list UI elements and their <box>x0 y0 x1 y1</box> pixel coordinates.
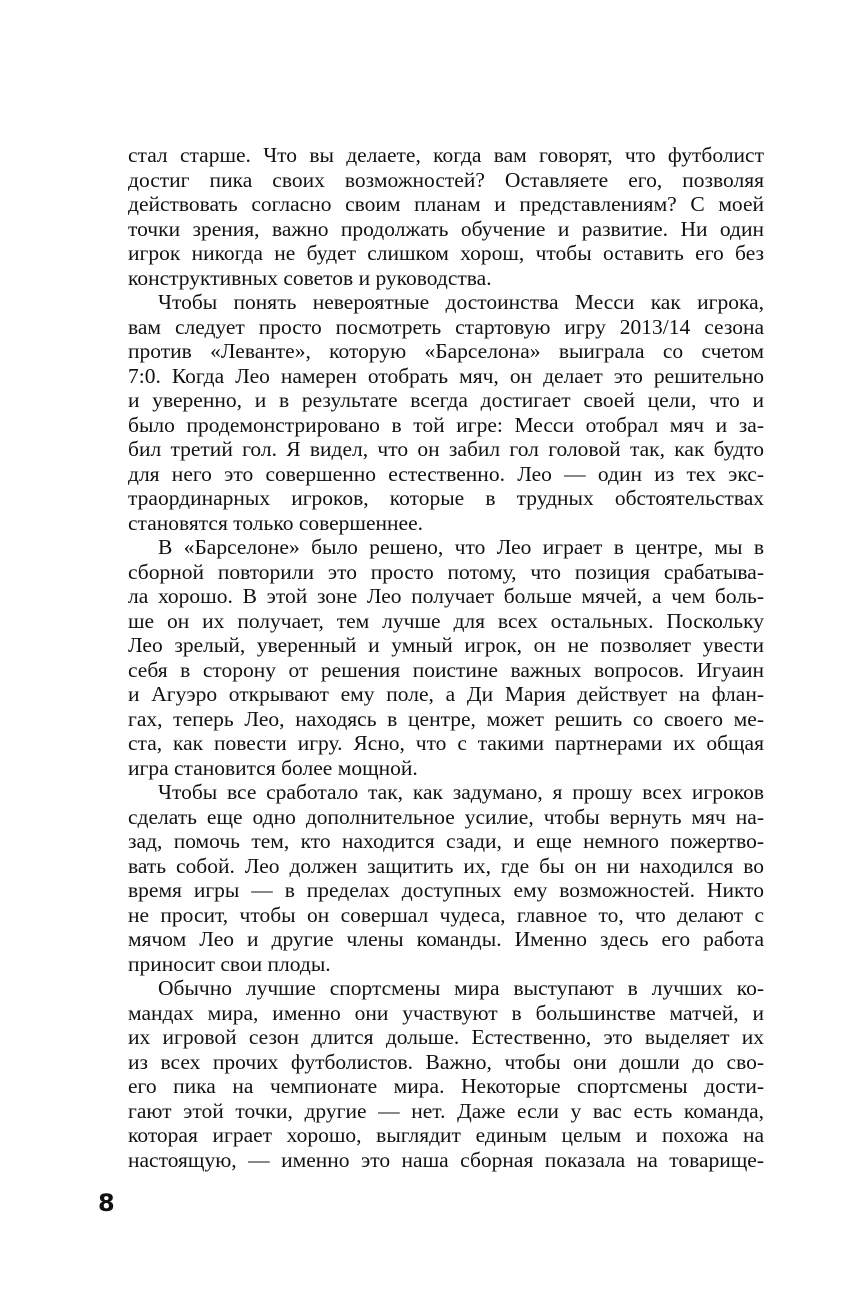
text-line: Лео зрелый, уверенный и умный игрок, он не позволяет увести <box>128 633 764 657</box>
text-line: сделать еще одно дополнительное усилие, чтобы вернуть мяч на- <box>128 804 764 829</box>
text-line: действовать согласно своим планам и представлениям? С моей <box>128 192 764 216</box>
text-line: себя в сторону от решения поистине важных вопросов. Игуаин <box>128 657 764 682</box>
text-line: конструктивных советов и руководства. <box>128 265 492 290</box>
text-line: для него это совершенно естественно. Лео — один из тех экс- <box>128 461 764 486</box>
text-line: гах, теперь Лео, находясь в центре, может решить со своего ме- <box>128 706 764 731</box>
text-line: Обычно лучшие спортсмены мира выступают в лучших ко- <box>158 976 764 1000</box>
text-line: его пика на чемпионате мира. Некоторые спортсмены дости- <box>128 1074 764 1098</box>
text-line: ла хорошо. В этой зоне Лео получает больше мячей, а чем боль- <box>128 584 764 608</box>
text-line: было продемонстрировано в той игре: Месси отобрал мяч и за- <box>128 412 764 437</box>
text-line: настоящую, — именно это наша сборная показала на товарище- <box>128 1147 764 1172</box>
text-line: гают этой точки, другие — нет. Даже если у вас есть команда, <box>128 1098 764 1123</box>
text-line: игра становится более мощной. <box>128 755 418 780</box>
text-line: и уверенно, и в результате всегда достигает своей цели, что и <box>128 388 764 412</box>
page-number: 8 <box>98 1189 115 1217</box>
text-line: вам следует просто посмотреть стартовую игру 2013/14 сезона <box>128 314 764 339</box>
text-line: Чтобы понять невероятные достоинства Месси как игрока, <box>158 290 764 314</box>
text-line: мандах мира, именно они участвуют в большинстве матчей, и <box>128 1000 764 1025</box>
text-line: против «Леванте», которую «Барселона» выиграла со счетом <box>128 339 764 363</box>
text-line: не просит, чтобы он совершал чудеса, главное то, что делают с <box>128 902 764 927</box>
text-line: время игры — в пределах доступных ему возможностей. Никто <box>128 878 764 902</box>
text-line: мячом Лео и другие члены команды. Именно здесь его работа <box>128 927 764 951</box>
text-line: стал старше. Что вы делаете, когда вам говорят, что футболист <box>128 143 764 167</box>
text-line: ста, как повести игру. Ясно, что с такими партнерами их общая <box>128 731 764 755</box>
text-line: приносит свои плоды. <box>128 951 331 976</box>
page-body-text <box>128 143 764 1172</box>
text-line: которая играет хорошо, выглядит единым целым и похожа на <box>128 1123 764 1147</box>
text-line: и Агуэро открывают ему поле, а Ди Мария действует на флан- <box>128 682 764 706</box>
text-line: сборной повторили это просто потому, что позиция срабатыва- <box>128 559 764 584</box>
text-line: зад, помочь тем, кто находится сзади, и еще немного пожертво- <box>128 829 764 853</box>
text-line: траординарных игроков, которые в трудных обстоятельствах <box>128 486 764 510</box>
text-line: вать собой. Лео должен защитить их, где бы он ни находился во <box>128 853 764 878</box>
text-line: 7:0. Когда Лео намерен отобрать мяч, он делает это решительно <box>128 363 764 388</box>
text-line: Чтобы все сработало так, как задумано, я прошу всех игроков <box>158 780 764 804</box>
text-line: бил третий гол. Я видел, что он забил гол головой так, как будто <box>128 437 764 461</box>
text-line: точки зрения, важно продолжать обучение и развитие. Ни один <box>128 216 764 241</box>
text-line: становятся только совершеннее. <box>128 510 423 535</box>
text-line: из всех прочих футболистов. Важно, чтобы они дошли до сво- <box>128 1049 764 1074</box>
text-line: их игровой сезон длится дольше. Естественно, это выделяет их <box>128 1025 764 1049</box>
text-line: В «Барселоне» было решено, что Лео играет в центре, мы в <box>158 535 764 559</box>
text-line: ше он их получает, тем лучше для всех остальных. Поскольку <box>128 608 764 633</box>
text-line: достиг пика своих возможностей? Оставляете его, позволяя <box>128 167 764 192</box>
text-line: игрок никогда не будет слишком хорош, чтобы оставить его без <box>128 241 764 265</box>
